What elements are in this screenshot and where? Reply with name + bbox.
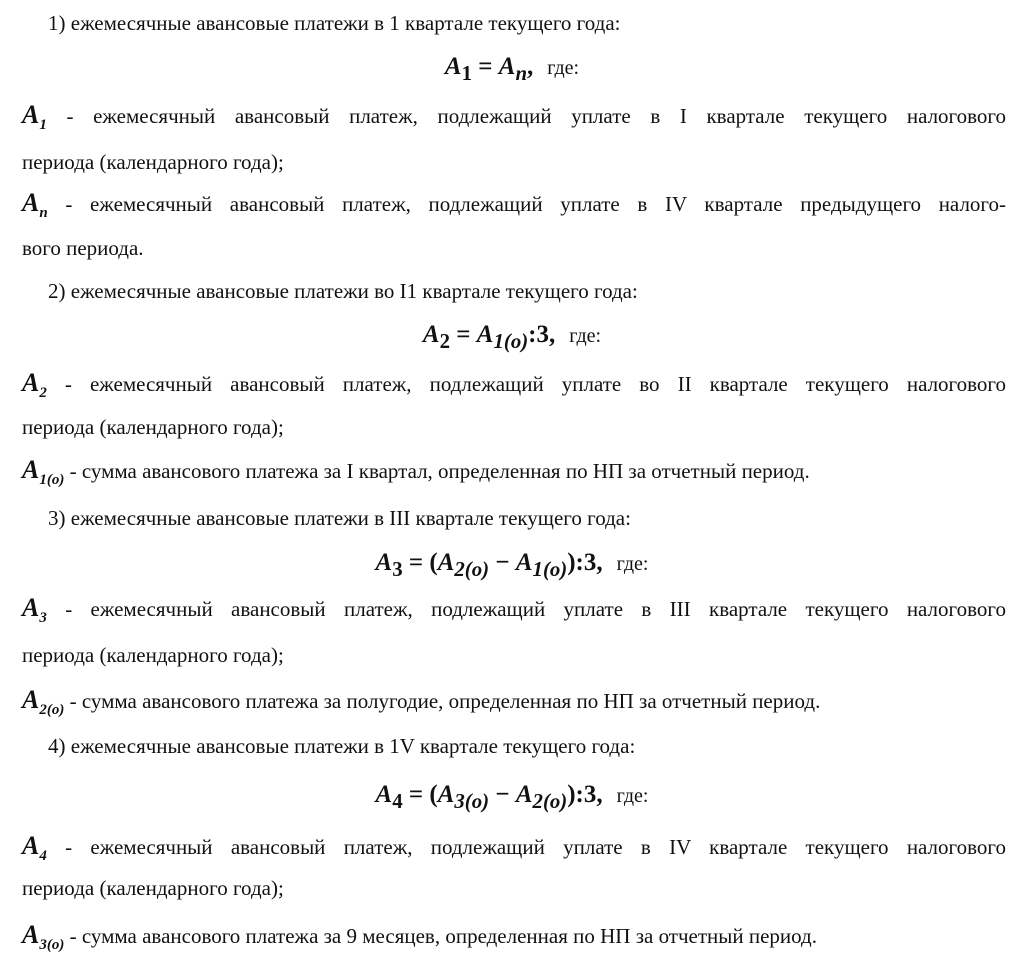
- formula-where: где:: [547, 57, 580, 79]
- formula-symbol: A: [498, 53, 516, 80]
- section-1-intro: 1) ежемесячные авансовые платежи в 1 квартале текущего года:: [48, 11, 621, 35]
- formula-where: где:: [616, 553, 649, 575]
- def-text: - сумма авансового платежа за I квартал, определенная по НП за отчетный период.: [69, 459, 810, 483]
- section-3-intro: 3) ежемесячные авансовые платежи в III квартале текущего года:: [48, 506, 631, 530]
- def-text: - ежемесячный авансовый платеж, подлежащий уплате в I квартале текущего налогового: [66, 104, 1007, 128]
- def-text: - ежемесячный авансовый платеж, подлежащий уплате во II квартале текущего налогового: [64, 372, 1007, 396]
- def-text: - сумма авансового платежа за полугодие, определенная по НП за отчетный период.: [69, 689, 821, 713]
- formula-where: где:: [616, 785, 649, 807]
- formula-1: [0, 52, 1024, 85]
- formula-symbol: A: [375, 781, 393, 808]
- formula-subscript: 1(o): [493, 329, 529, 353]
- formula-operator: = (: [402, 781, 438, 808]
- def-symbol: $A_{1(o)}$: [22, 455, 65, 488]
- section-4-intro: 4) ежемесячные авансовые платежи в 1V квартале текущего года:: [48, 734, 636, 758]
- def-text: - ежемесячный авансовый платеж, подлежащий уплате в IV квартале текущего налогового: [65, 835, 1006, 859]
- def-symbol: $A_1$: [22, 100, 47, 133]
- def-symbol: $A_3$: [22, 593, 47, 626]
- def-symbol: $A_4$: [22, 831, 47, 864]
- formula-subscript: n: [515, 61, 528, 85]
- formula-symbol: A: [375, 549, 393, 576]
- formula-symbol: A: [422, 321, 440, 348]
- formula-symbol: A: [444, 53, 462, 80]
- formula-subscript: 2(o): [454, 557, 490, 581]
- formula-subscript: 1(o): [532, 557, 568, 581]
- formula-where: где:: [569, 325, 602, 347]
- definition-an-cont: вого периода.: [22, 236, 144, 260]
- formula-symbol: A: [476, 321, 494, 348]
- formula-subscript: 3(o): [454, 789, 490, 813]
- section-2-intro: 2) ежемесячные авансовые платежи во I1 квартале текущего года:: [48, 279, 638, 303]
- def-symbol: $A_{2(o)}$: [22, 685, 65, 718]
- def-symbol: $A_{3(o)}$: [22, 920, 65, 953]
- formula-operator: −: [489, 549, 516, 576]
- definition-a4-cont: периода (календарного года);: [22, 876, 284, 900]
- formula-tail: ,: [527, 53, 534, 80]
- def-text: - ежемесячный авансовый платеж, подлежащий уплате в III квартале текущего налогового: [65, 597, 1006, 621]
- def-symbol: $A_2$: [22, 368, 47, 401]
- formula-operator: −: [489, 781, 516, 808]
- formula-subscript: 2(o): [532, 789, 568, 813]
- formula-tail: ):3,: [567, 549, 603, 576]
- definition-a4: [22, 831, 1006, 864]
- def-text: - сумма авансового платежа за 9 месяцев, определенная по НП за отчетный период.: [69, 924, 817, 948]
- definition-a1-cont: периода (календарного года);: [22, 150, 284, 174]
- definition-a1o: [22, 455, 1006, 488]
- definition-a3: [22, 593, 1006, 626]
- formula-subscript: 3: [392, 557, 403, 581]
- formula-symbol: A: [515, 549, 533, 576]
- formula-symbol: A: [437, 781, 455, 808]
- definition-a3-cont: периода (календарного года);: [22, 643, 284, 667]
- definition-a2: [22, 368, 1007, 401]
- definition-a1: [22, 100, 1007, 133]
- definition-a2-cont: периода (календарного года);: [22, 415, 284, 439]
- formula-operator: = (: [402, 549, 438, 576]
- definition-a2o: [22, 685, 1006, 718]
- def-symbol: $A_n$: [22, 188, 48, 221]
- definition-a3o: [22, 920, 1006, 953]
- formula-4: [0, 780, 1024, 813]
- formula-symbol: A: [515, 781, 533, 808]
- formula-subscript: 2: [439, 329, 451, 353]
- formula-tail: :3,: [528, 321, 556, 348]
- formula-subscript: 4: [392, 789, 403, 813]
- formula-2: [0, 320, 1024, 353]
- formula-3: [0, 548, 1024, 581]
- formula-operator: =: [450, 321, 477, 348]
- formula-tail: ):3,: [567, 781, 603, 808]
- formula-symbol: A: [437, 549, 455, 576]
- formula-subscript: 1: [461, 61, 472, 85]
- def-text: - ежемесячный авансовый платеж, подлежащий уплате в IV квартале предыдущего налого-: [65, 192, 1007, 216]
- formula-operator: =: [472, 53, 499, 80]
- definition-an: [22, 188, 1007, 221]
